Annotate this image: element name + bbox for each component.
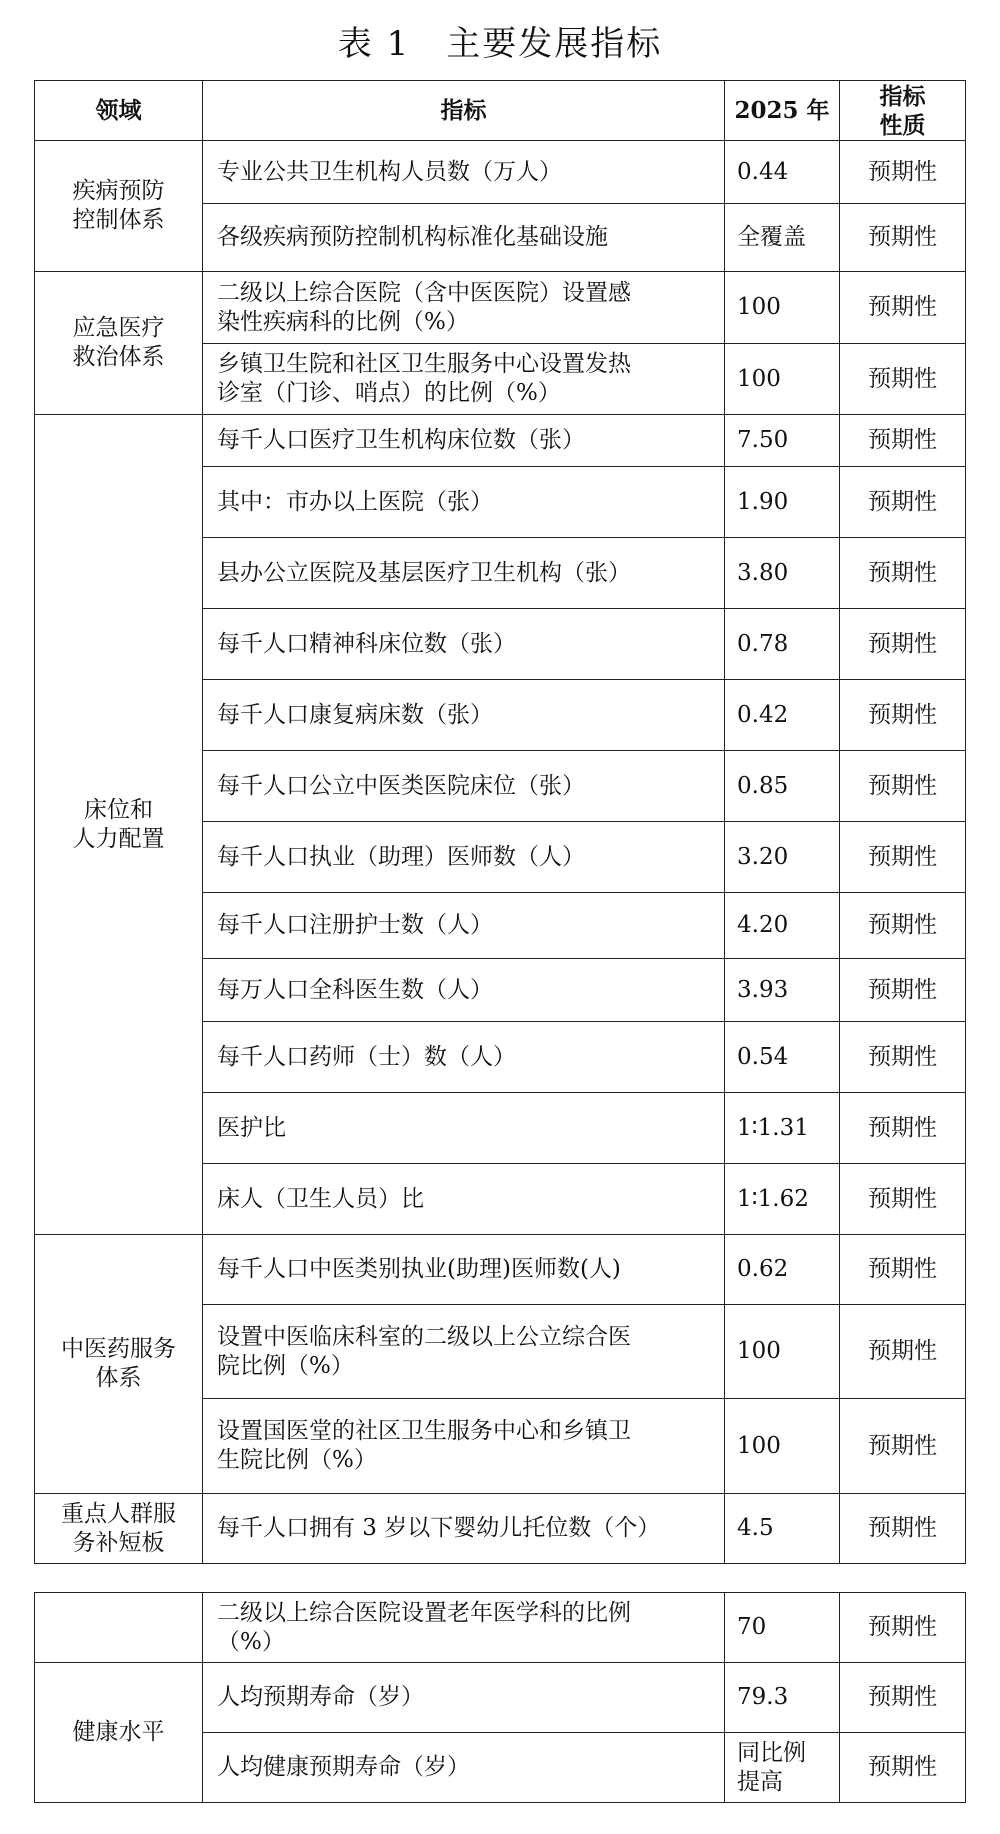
domain-cell: [35, 1593, 203, 1663]
indicator-cell: 乡镇卫生院和社区卫生服务中心设置发热 诊室（门诊、哨点）的比例（%）: [203, 344, 725, 415]
indicator-cell: 每千人口公立中医类医院床位（张）: [203, 751, 725, 822]
indicator-cell: 每千人口康复病床数（张）: [203, 680, 725, 751]
indicator-cell: 县办公立医院及基层医疗卫生机构（张）: [203, 538, 725, 609]
indicator-cell: 床人（卫生人员）比: [203, 1164, 725, 1235]
domain-cell: 健康水平: [35, 1663, 203, 1803]
nature-cell: 预期性: [840, 1305, 966, 1399]
nature-cell: 预期性: [840, 1022, 966, 1093]
value-cell: 3.80: [725, 538, 840, 609]
table-row: [35, 1593, 966, 1663]
value-cell: 4.5: [725, 1494, 840, 1564]
value-cell: 1.90: [725, 467, 840, 538]
domain-cell: 床位和 人力配置: [35, 415, 203, 1235]
value-cell: 0.78: [725, 609, 840, 680]
nature-cell: 预期性: [840, 272, 966, 344]
nature-cell: 预期性: [840, 1235, 966, 1305]
domain-cell: 中医药服务 体系: [35, 1235, 203, 1494]
table-header-row: [35, 81, 966, 141]
value-cell: 4.20: [725, 893, 840, 959]
nature-cell: 预期性: [840, 204, 966, 272]
domain-cell: 重点人群服 务补短板: [35, 1494, 203, 1564]
indicator-cell: 其中：市办以上医院（张）: [203, 467, 725, 538]
table-row: [35, 1235, 966, 1305]
value-cell: 100: [725, 344, 840, 415]
value-cell: 0.62: [725, 1235, 840, 1305]
value-cell: 0.44: [725, 141, 840, 204]
nature-cell: 预期性: [840, 751, 966, 822]
indicator-cell: 设置中医临床科室的二级以上公立综合医 院比例（%）: [203, 1305, 725, 1399]
table-row: [35, 1494, 966, 1564]
indicators-table-main: [34, 80, 966, 1564]
value-cell: 100: [725, 1305, 840, 1399]
indicator-cell: 每万人口全科医生数（人）: [203, 959, 725, 1022]
header-nature: 指标 性质: [840, 81, 966, 141]
indicator-cell: 每千人口拥有 3 岁以下婴幼儿托位数（个）: [203, 1494, 725, 1564]
value-cell: 全覆盖: [725, 204, 840, 272]
nature-cell: 预期性: [840, 1494, 966, 1564]
nature-cell: 预期性: [840, 1593, 966, 1663]
nature-cell: 预期性: [840, 893, 966, 959]
indicator-cell: 医护比: [203, 1093, 725, 1164]
indicator-cell: 人均预期寿命（岁）: [203, 1663, 725, 1733]
nature-cell: 预期性: [840, 680, 966, 751]
nature-cell: 预期性: [840, 467, 966, 538]
table-row: [35, 141, 966, 204]
nature-cell: 预期性: [840, 609, 966, 680]
value-cell: 1∶1.62: [725, 1164, 840, 1235]
nature-cell: 预期性: [840, 822, 966, 893]
domain-cell: 应急医疗 救治体系: [35, 272, 203, 415]
indicator-cell: 每千人口医疗卫生机构床位数（张）: [203, 415, 725, 467]
nature-cell: 预期性: [840, 1164, 966, 1235]
table-row: [35, 415, 966, 467]
nature-cell: 预期性: [840, 1093, 966, 1164]
value-cell: 79.3: [725, 1663, 840, 1733]
value-cell: 3.20: [725, 822, 840, 893]
page-title: 表 1 主要发展指标: [337, 24, 663, 64]
nature-cell: 预期性: [840, 344, 966, 415]
value-cell: 3.93: [725, 959, 840, 1022]
table-row: [35, 1663, 966, 1733]
indicator-cell: 每千人口精神科床位数（张）: [203, 609, 725, 680]
value-cell: 0.42: [725, 680, 840, 751]
header-indicator: 指标: [203, 81, 725, 141]
domain-cell: 疾病预防 控制体系: [35, 141, 203, 272]
indicator-cell: 设置国医堂的社区卫生服务中心和乡镇卫 生院比例（%）: [203, 1399, 725, 1494]
nature-cell: 预期性: [840, 1733, 966, 1803]
nature-cell: 预期性: [840, 1399, 966, 1494]
table-row: [35, 272, 966, 344]
indicator-cell: 每千人口注册护士数（人）: [203, 893, 725, 959]
value-cell: 1∶1.31: [725, 1093, 840, 1164]
value-cell: 70: [725, 1593, 840, 1663]
indicator-cell: 二级以上综合医院设置老年医学科的比例 （%）: [203, 1593, 725, 1663]
indicator-cell: 每千人口药师（士）数（人）: [203, 1022, 725, 1093]
indicator-cell: 每千人口中医类别执业(助理)医师数(人): [203, 1235, 725, 1305]
nature-cell: 预期性: [840, 538, 966, 609]
header-domain: 领域: [35, 81, 203, 141]
nature-cell: 预期性: [840, 141, 966, 204]
value-cell: 100: [725, 272, 840, 344]
value-cell: 100: [725, 1399, 840, 1494]
indicator-cell: 二级以上综合医院（含中医医院）设置感 染性疾病科的比例（%）: [203, 272, 725, 344]
value-cell: 同比例 提高: [725, 1733, 840, 1803]
value-cell: 7.50: [725, 415, 840, 467]
indicator-cell: 各级疾病预防控制机构标准化基础设施: [203, 204, 725, 272]
nature-cell: 预期性: [840, 415, 966, 467]
indicator-cell: 专业公共卫生机构人员数（万人）: [203, 141, 725, 204]
nature-cell: 预期性: [840, 959, 966, 1022]
value-cell: 0.54: [725, 1022, 840, 1093]
indicator-cell: 每千人口执业（助理）医师数（人）: [203, 822, 725, 893]
indicator-cell: 人均健康预期寿命（岁）: [203, 1733, 725, 1803]
nature-cell: 预期性: [840, 1663, 966, 1733]
header-year: 2025 年: [725, 81, 840, 141]
value-cell: 0.85: [725, 751, 840, 822]
indicators-table-continued: [34, 1592, 966, 1803]
